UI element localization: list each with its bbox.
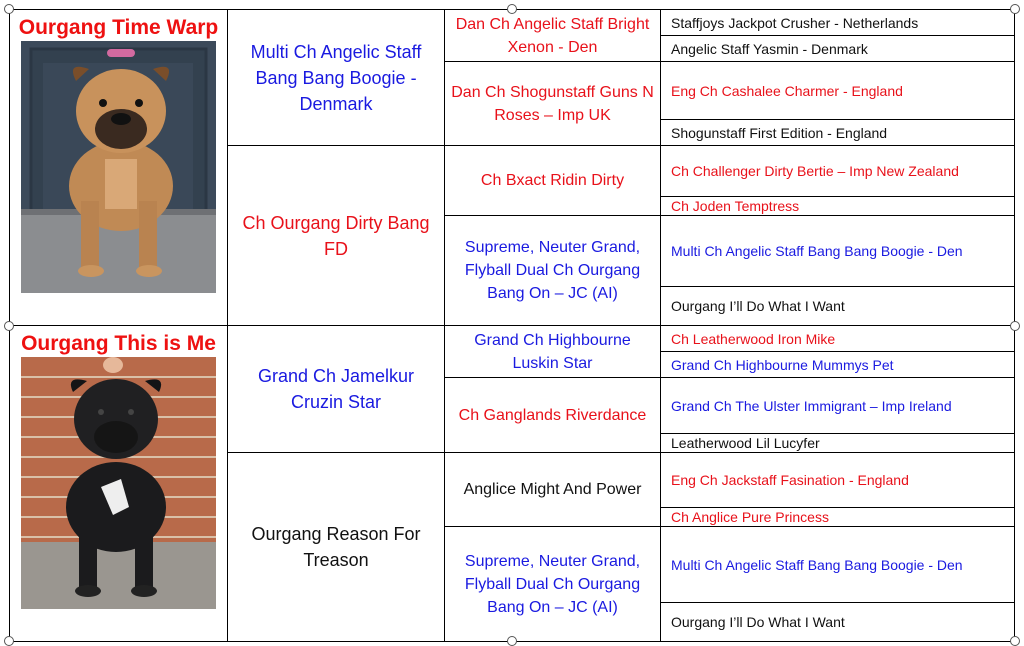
resize-handle-middle-right[interactable] bbox=[1010, 321, 1020, 331]
gen3-cell-14 bbox=[661, 508, 1015, 527]
gen3-cell-6 bbox=[661, 197, 1015, 216]
gen3-cell-16 bbox=[661, 602, 1015, 641]
pedigree-entry: Leatherwood Lil Lucyfer bbox=[671, 434, 820, 451]
dog-photo-black-staffy bbox=[21, 357, 216, 609]
sire-cell-1 bbox=[228, 10, 445, 146]
gen2-cell-8 bbox=[445, 527, 661, 642]
pedigree-entry: Multi Ch Angelic Staff Bang Bang Boogie - Denmark bbox=[250, 41, 422, 114]
dam-cell-1 bbox=[228, 146, 445, 326]
gen3-cell-7 bbox=[661, 216, 1015, 287]
gen2-cell-6 bbox=[445, 378, 661, 453]
pedigree-entry: Ourgang I’ll Do What I Want bbox=[671, 613, 845, 630]
pedigree-table bbox=[9, 9, 1015, 642]
resize-handle-bottom-right[interactable] bbox=[1010, 636, 1020, 646]
sire-cell-2 bbox=[228, 325, 445, 452]
pedigree-entry: Ch Joden Temptress bbox=[671, 198, 800, 215]
pedigree-entry: Multi Ch Angelic Staff Bang Bang Boogie - Den bbox=[671, 243, 963, 260]
resize-handle-middle-left[interactable] bbox=[4, 321, 14, 331]
gen3-cell-3 bbox=[661, 62, 1015, 120]
gen3-cell-12 bbox=[661, 433, 1015, 452]
pedigree-entry: Dan Ch Angelic Staff Bright Xenon - Den bbox=[455, 15, 650, 56]
gen2-cell-7 bbox=[445, 452, 661, 527]
pedigree-entry: Ch Bxact Ridin Dirty bbox=[480, 172, 625, 190]
gen3-cell-13 bbox=[661, 452, 1015, 508]
gen3-cell-1 bbox=[661, 10, 1015, 36]
dog-cell-1 bbox=[10, 10, 228, 326]
pedigree-entry: Ch Ourgang Dirty Bang FD bbox=[242, 212, 430, 259]
pedigree-entry: Dan Ch Shogunstaff Guns N Roses – Imp UK bbox=[451, 83, 654, 124]
pedigree-entry: Staffjoys Jackpot Crusher - Netherlands bbox=[671, 14, 919, 31]
pedigree-entry: Supreme, Neuter Grand, Flyball Dual Ch Ourgang Bang On – JC (AI) bbox=[464, 239, 641, 303]
gen2-cell-4 bbox=[445, 216, 661, 326]
gen3-cell-8 bbox=[661, 287, 1015, 326]
pedigree-entry: Eng Ch Cashalee Charmer - England bbox=[671, 82, 903, 99]
gen3-cell-15 bbox=[661, 527, 1015, 603]
dam-cell-2 bbox=[228, 452, 445, 641]
dog-name-1: Ourgang Time Warp bbox=[18, 16, 219, 39]
gen3-cell-10 bbox=[661, 352, 1015, 378]
resize-handle-bottom-left[interactable] bbox=[4, 636, 14, 646]
gen3-cell-2 bbox=[661, 36, 1015, 62]
pedigree-entry: Ch Ganglands Riverdance bbox=[458, 406, 647, 424]
resize-handle-top-left[interactable] bbox=[4, 4, 14, 14]
table-row bbox=[10, 325, 1015, 351]
pedigree-entry: Ourgang I’ll Do What I Want bbox=[671, 297, 845, 314]
pedigree-entry: Ch Leatherwood Iron Mike bbox=[671, 330, 836, 347]
dog-name-2: Ourgang This is Me bbox=[21, 331, 216, 355]
gen3-cell-4 bbox=[661, 120, 1015, 146]
pedigree-entry: Grand Ch The Ulster Immigrant – Imp Ireland bbox=[671, 397, 952, 414]
pedigree-entry: Eng Ch Jackstaff Fasination - England bbox=[671, 472, 909, 489]
pedigree-entry: Ourgang Reason For Treason bbox=[251, 523, 421, 570]
pedigree-entry: Grand Ch Highbourne Mummys Pet bbox=[671, 356, 894, 373]
gen3-cell-11 bbox=[661, 378, 1015, 434]
pedigree-entry: Supreme, Neuter Grand, Flyball Dual Ch Ourgang Bang On – JC (AI) bbox=[464, 552, 641, 616]
dog-cell-2 bbox=[10, 325, 228, 641]
pedigree-entry: Grand Ch Jamelkur Cruzin Star bbox=[257, 365, 415, 412]
pedigree-entry: Anglice Might And Power bbox=[463, 481, 642, 499]
pedigree-entry: Multi Ch Angelic Staff Bang Bang Boogie - Den bbox=[671, 556, 963, 573]
gen3-cell-9 bbox=[661, 325, 1015, 351]
dog-photo-tan-staffy bbox=[21, 41, 216, 293]
pedigree-table-frame bbox=[9, 9, 1014, 642]
gen2-cell-1 bbox=[445, 10, 661, 62]
pedigree-entry: Ch Anglice Pure Princess bbox=[671, 509, 829, 526]
pedigree-entry: Grand Ch Highbourne Luskin Star bbox=[474, 331, 631, 372]
pedigree-entry: Shogunstaff First Edition - England bbox=[671, 124, 888, 141]
resize-handle-top-right[interactable] bbox=[1010, 4, 1020, 14]
gen2-cell-5 bbox=[445, 325, 661, 377]
gen2-cell-3 bbox=[445, 146, 661, 216]
pedigree-entry: Ch Challenger Dirty Bertie – Imp New Zealand bbox=[671, 163, 959, 180]
pedigree-entry: Angelic Staff Yasmin - Denmark bbox=[671, 40, 868, 57]
resize-handle-bottom-center[interactable] bbox=[507, 636, 517, 646]
gen3-cell-5 bbox=[661, 146, 1015, 197]
resize-handle-top-center[interactable] bbox=[507, 4, 517, 14]
gen2-cell-2 bbox=[445, 62, 661, 146]
